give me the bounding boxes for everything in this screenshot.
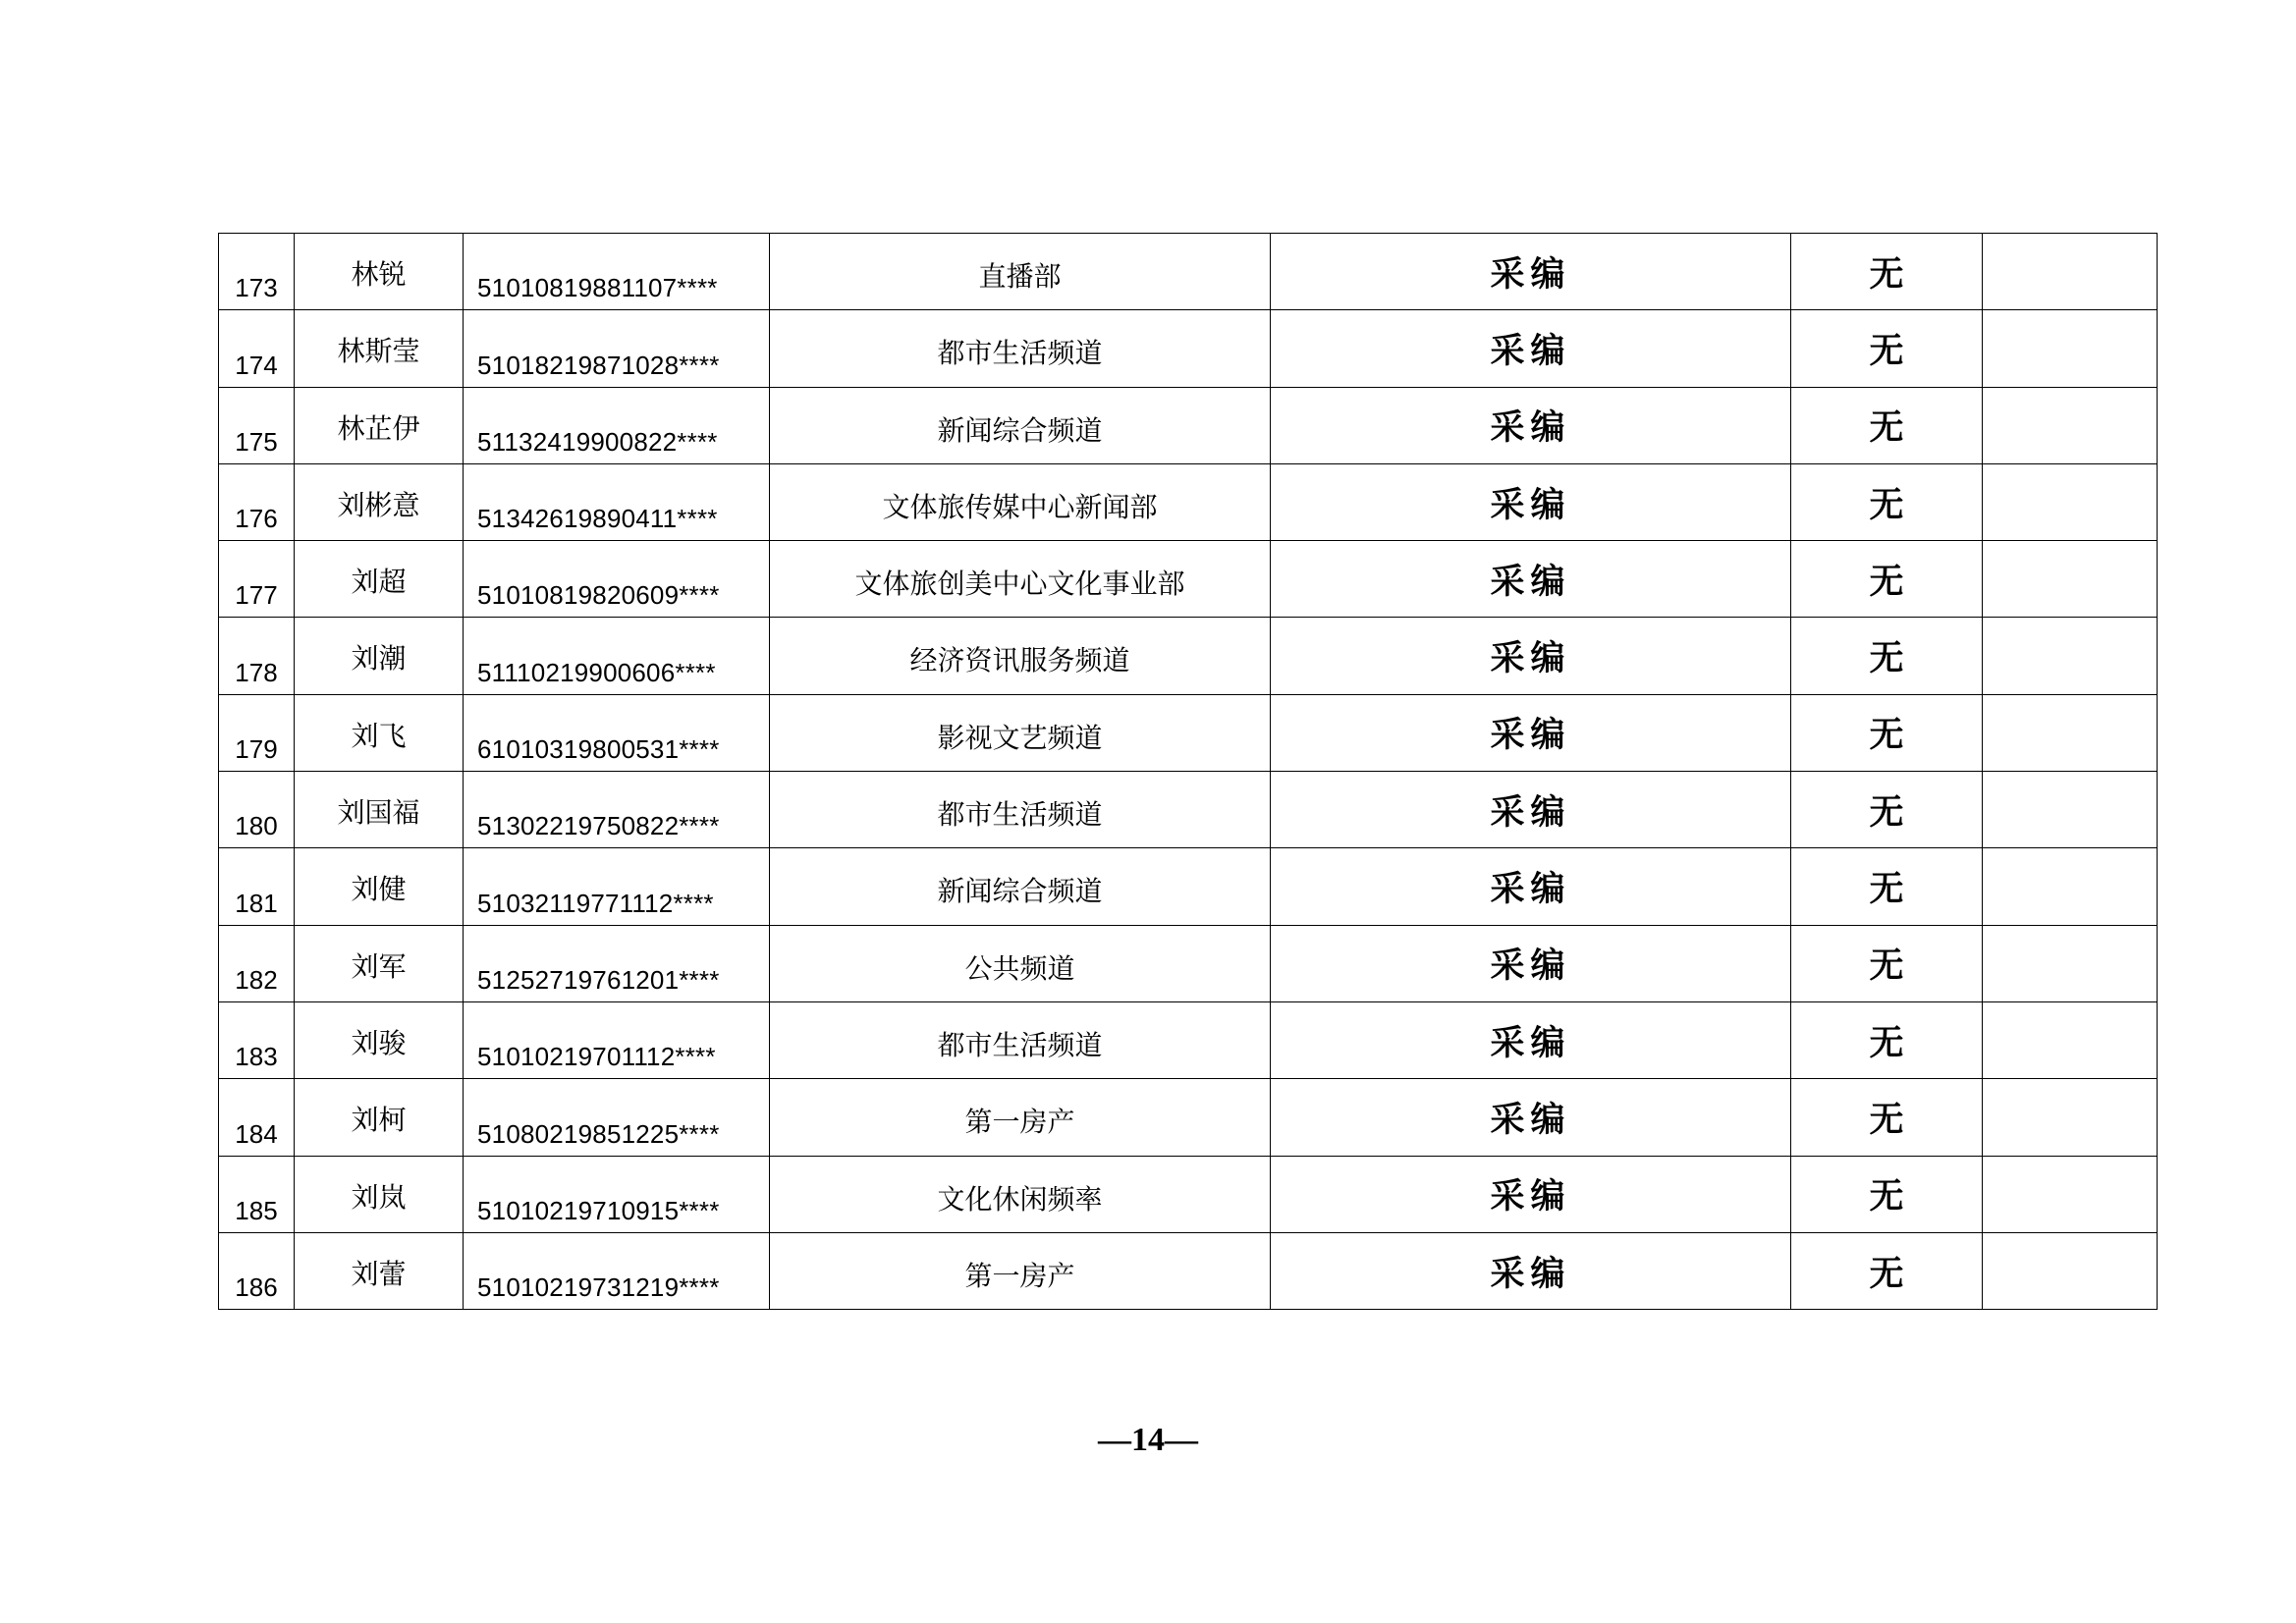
note-cell [1983,1156,2158,1232]
sequence-cell [219,234,295,310]
name-cell [295,1001,464,1078]
person-name: 刘超 [351,566,407,599]
department-name: 文化休闲频率 [937,1182,1103,1216]
sequence-number: 179 [235,734,278,765]
id-number: 51010219710915**** [477,1195,720,1225]
id-cell [464,387,770,463]
position-type: 采编 [1490,1177,1571,1217]
sequence-number: 176 [235,504,278,534]
table-body [219,234,2158,1310]
id-number: 51010819881107**** [477,273,718,303]
id-number: 51252719761201**** [477,964,720,995]
department-name: 文体旅创美中心文化事业部 [854,568,1185,601]
table-row [219,1079,2158,1156]
note-cell [1983,1001,2158,1078]
note-cell [1983,1079,2158,1156]
status-cell [1791,1001,1983,1078]
status-cell [1791,463,1983,540]
table-row [219,234,2158,310]
note-cell [1983,1232,2158,1309]
status-value: 无 [1869,1177,1904,1217]
sequence-cell [219,694,295,771]
page-number: —14— [1098,1422,1198,1458]
sequence-number: 182 [235,964,278,995]
sequence-cell [219,925,295,1001]
sequence-number: 185 [235,1195,278,1225]
status-cell [1791,234,1983,310]
position-cell [1271,618,1791,694]
sequence-number: 174 [235,350,278,380]
department-name: 第一房产 [964,1259,1075,1292]
name-cell [295,1156,464,1232]
status-cell [1791,694,1983,771]
name-cell [295,1232,464,1309]
position-cell [1271,925,1791,1001]
table-row [219,848,2158,925]
position-type: 采编 [1490,639,1571,679]
status-value: 无 [1869,485,1904,525]
position-cell [1271,1079,1791,1156]
sequence-cell [219,463,295,540]
department-cell [770,387,1271,463]
table-row [219,387,2158,463]
name-cell [295,463,464,540]
table-row [219,618,2158,694]
department-name: 文体旅传媒中心新闻部 [882,490,1158,523]
table-row [219,541,2158,618]
status-cell [1791,772,1983,848]
position-type: 采编 [1490,562,1571,602]
status-value: 无 [1869,870,1904,910]
position-cell [1271,541,1791,618]
status-value: 无 [1869,408,1904,449]
status-value: 无 [1869,331,1904,371]
name-cell [295,925,464,1001]
department-name: 新闻综合频道 [937,875,1103,908]
position-type: 采编 [1490,1100,1571,1140]
sequence-cell [219,1079,295,1156]
status-value: 无 [1869,1254,1904,1294]
position-cell [1271,234,1791,310]
table-row [219,463,2158,540]
department-name: 公共频道 [964,951,1075,985]
sequence-number: 177 [235,580,278,611]
department-cell [770,463,1271,540]
status-value: 无 [1869,947,1904,987]
person-name: 林锐 [351,258,407,291]
name-cell [295,541,464,618]
position-type: 采编 [1490,254,1571,295]
department-name: 影视文艺频道 [937,721,1103,754]
person-name: 林芷伊 [337,411,420,445]
note-cell [1983,387,2158,463]
department-cell [770,234,1271,310]
id-number: 51010219701112**** [477,1042,716,1072]
person-name: 刘柯 [351,1104,407,1137]
sequence-cell [219,1232,295,1309]
id-cell [464,848,770,925]
note-cell [1983,234,2158,310]
sequence-cell [219,1156,295,1232]
department-name: 都市生活频道 [937,798,1103,832]
sequence-cell [219,772,295,848]
status-value: 无 [1869,716,1904,756]
department-cell [770,1001,1271,1078]
note-cell [1983,848,2158,925]
person-name: 林斯莹 [337,335,420,368]
id-cell [464,310,770,387]
status-value: 无 [1869,562,1904,602]
position-cell [1271,463,1791,540]
id-cell [464,463,770,540]
status-cell [1791,925,1983,1001]
position-cell [1271,772,1791,848]
note-cell [1983,925,2158,1001]
note-cell [1983,541,2158,618]
status-cell [1791,310,1983,387]
table-row [219,1001,2158,1078]
name-cell [295,310,464,387]
sequence-number: 175 [235,426,278,457]
id-number: 51010219731219**** [477,1272,720,1303]
person-name: 刘军 [351,949,407,983]
name-cell [295,694,464,771]
department-cell [770,310,1271,387]
person-name: 刘健 [351,873,407,906]
id-cell [464,1156,770,1232]
status-value: 无 [1869,1023,1904,1063]
id-number: 51018219871028**** [477,350,720,380]
department-cell [770,1156,1271,1232]
person-name: 刘蕾 [351,1257,407,1290]
table-row [219,1232,2158,1309]
table-row [219,310,2158,387]
status-cell [1791,1156,1983,1232]
id-number: 51010819820609**** [477,580,720,611]
department-cell [770,848,1271,925]
status-cell [1791,618,1983,694]
status-value: 无 [1869,639,1904,679]
position-cell [1271,694,1791,771]
personnel-table [218,233,2158,1310]
person-name: 刘骏 [351,1026,407,1059]
id-cell [464,1232,770,1309]
name-cell [295,1079,464,1156]
id-number: 51032119771112**** [477,888,714,918]
department-name: 新闻综合频道 [937,413,1103,447]
status-cell [1791,1232,1983,1309]
person-name: 刘飞 [351,719,407,752]
status-value: 无 [1869,792,1904,833]
person-name: 刘潮 [351,642,407,676]
department-cell [770,1079,1271,1156]
sequence-number: 183 [235,1042,278,1072]
sequence-cell [219,618,295,694]
department-cell [770,618,1271,694]
name-cell [295,618,464,694]
table-row [219,694,2158,771]
department-cell [770,541,1271,618]
name-cell [295,848,464,925]
position-cell [1271,1156,1791,1232]
table-row [219,925,2158,1001]
sequence-cell [219,541,295,618]
status-value: 无 [1869,254,1904,295]
id-cell [464,772,770,848]
id-cell [464,1079,770,1156]
position-type: 采编 [1490,947,1571,987]
note-cell [1983,310,2158,387]
department-name: 直播部 [978,260,1062,293]
sequence-cell [219,1001,295,1078]
sequence-cell [219,387,295,463]
position-cell [1271,387,1791,463]
status-cell [1791,1079,1983,1156]
status-cell [1791,848,1983,925]
department-cell [770,925,1271,1001]
person-name: 刘国福 [337,796,420,830]
id-number: 51080219851225**** [477,1118,720,1149]
position-type: 采编 [1490,408,1571,449]
name-cell [295,234,464,310]
position-cell [1271,310,1791,387]
position-type: 采编 [1490,331,1571,371]
department-cell [770,772,1271,848]
table-row [219,1156,2158,1232]
status-cell [1791,541,1983,618]
sequence-number: 181 [235,888,278,918]
department-name: 第一房产 [964,1106,1075,1139]
note-cell [1983,772,2158,848]
status-cell [1791,387,1983,463]
id-number: 51342619890411**** [477,504,718,534]
sequence-number: 186 [235,1272,278,1303]
department-name: 都市生活频道 [937,337,1103,370]
table-row [219,772,2158,848]
position-type: 采编 [1490,485,1571,525]
id-cell [464,925,770,1001]
person-name: 刘彬意 [337,488,420,521]
position-cell [1271,1001,1791,1078]
person-name: 刘岚 [351,1180,407,1214]
position-type: 采编 [1490,1023,1571,1063]
position-type: 采编 [1490,716,1571,756]
id-number: 51132419900822**** [477,426,718,457]
position-type: 采编 [1490,870,1571,910]
note-cell [1983,618,2158,694]
id-number: 61010319800531**** [477,734,720,765]
sequence-number: 184 [235,1118,278,1149]
position-cell [1271,848,1791,925]
note-cell [1983,463,2158,540]
note-cell [1983,694,2158,771]
position-cell [1271,1232,1791,1309]
position-type: 采编 [1490,1254,1571,1294]
department-name: 都市生活频道 [937,1028,1103,1061]
id-cell [464,541,770,618]
department-cell [770,1232,1271,1309]
department-cell [770,694,1271,771]
sequence-cell [219,310,295,387]
sequence-cell [219,848,295,925]
name-cell [295,387,464,463]
status-value: 无 [1869,1100,1904,1140]
id-cell [464,694,770,771]
id-number: 51110219900606**** [477,657,716,687]
sequence-number: 178 [235,657,278,687]
id-cell [464,1001,770,1078]
id-number: 51302219750822**** [477,811,720,841]
name-cell [295,772,464,848]
position-type: 采编 [1490,792,1571,833]
department-name: 经济资讯服务频道 [909,644,1130,677]
id-cell [464,618,770,694]
sequence-number: 180 [235,811,278,841]
sequence-number: 173 [235,273,278,303]
id-cell [464,234,770,310]
